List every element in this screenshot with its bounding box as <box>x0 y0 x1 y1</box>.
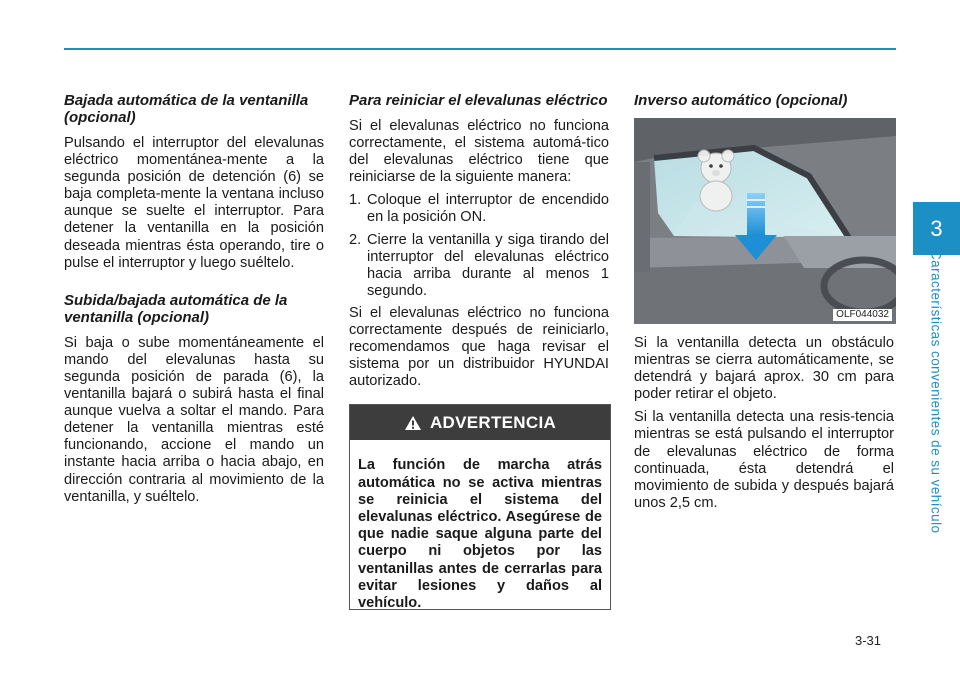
warning-header <box>350 405 610 440</box>
heading-auto-up-down: Subida/bajada automática de la ventanilla (opcional) <box>64 291 288 326</box>
header-rule <box>64 48 896 50</box>
chapter-side-label <box>929 250 944 534</box>
reset-steps-list <box>349 192 609 300</box>
step-number: 2. <box>349 231 362 248</box>
chapter-tab: 3 <box>913 202 960 255</box>
page-number: 3-31 <box>855 633 882 648</box>
paragraph-resistance: Si la ventanilla detecta una resis-tencia mientras se está pulsando el interruptor de elevalunas eléctrico de forma continuada, ésta detendrá el movimiento de subida y después bajará unos 2,5 cm. <box>634 409 894 511</box>
chapter-title: Características convenientes de su vehículo <box>928 250 944 534</box>
step-number: 1. <box>349 192 362 209</box>
column-left <box>64 92 324 512</box>
list-item <box>349 192 609 226</box>
warning-triangle-icon <box>404 415 422 431</box>
window-scene-image <box>634 118 896 324</box>
list-item <box>349 232 609 300</box>
step-text: Coloque el interruptor de encendido en la posición ON. <box>367 192 609 226</box>
car-window-illustration <box>634 118 896 324</box>
warning-title: ADVERTENCIA <box>429 413 557 433</box>
paragraph-reset-intro: Si el elevalunas eléctrico no funciona correctamente, el sistema automá-tico del elevalunas eléctrico tiene que reiniciarse de la siguiente manera: <box>349 118 609 186</box>
paragraph-reset-outro: Si el elevalunas eléctrico no funciona correctamente después de reiniciarlo, recomendamos que haga revisar el sistema por un distribuidor HYUNDAI autorizado. <box>349 304 609 390</box>
paragraph-obstacle: Si la ventanilla detecta un obstáculo mientras se cierra automáticamente, se detendrá y bajará aprox. 30 cm para poder retirar el objeto. <box>634 335 894 403</box>
warning-text: La función de marcha atrás automática no se activa mientras se reinicia el sistema del elevalunas eléctrico. Asegúrese de que nadie saque alguna parte del cuerpo ni objetos por las ventanillas antes de cerrarlas para evitar lesiones y daños al vehículo. <box>358 457 602 612</box>
paragraph-auto-down: Pulsando el interruptor del elevalunas eléctrico momentánea-mente a la segunda posición de detención (6) se baja completa-mente la ventana incluso aunque se suelte el interruptor. Para detener la ventanilla en la posición deseada mientras ésta operando, tire o pulse el interruptor y luego suéltelo. <box>64 135 324 271</box>
step-text: Cierre la ventanilla y siga tirando del interruptor del elevalunas eléctrico hacia arriba durante al menos 1 segundo. <box>367 231 609 299</box>
heading-reset: Para reiniciar el elevalunas eléctrico <box>349 92 608 109</box>
heading-auto-reverse: Inverso automático (opcional) <box>634 92 848 109</box>
column-right <box>634 92 894 518</box>
column-middle <box>349 92 609 610</box>
heading-auto-down: Bajada automática de la ventanilla (opcional) <box>64 92 309 126</box>
paragraph-auto-up-down: Si baja o sube momentáneamente el mando del elevalunas hasta su segunda posición de parada (6), la ventanilla bajará o subirá hasta el final aunque vuelva a soltar el mando. Para detener la ventanilla mientras esté funcionando, accione el mando un instante hacia arriba o hacia abajo, en dirección contraria al movimiento de la ventanilla, y suéltelo. <box>64 334 324 505</box>
figure-code: OLF044032 <box>833 309 892 321</box>
warning-box <box>349 404 611 610</box>
